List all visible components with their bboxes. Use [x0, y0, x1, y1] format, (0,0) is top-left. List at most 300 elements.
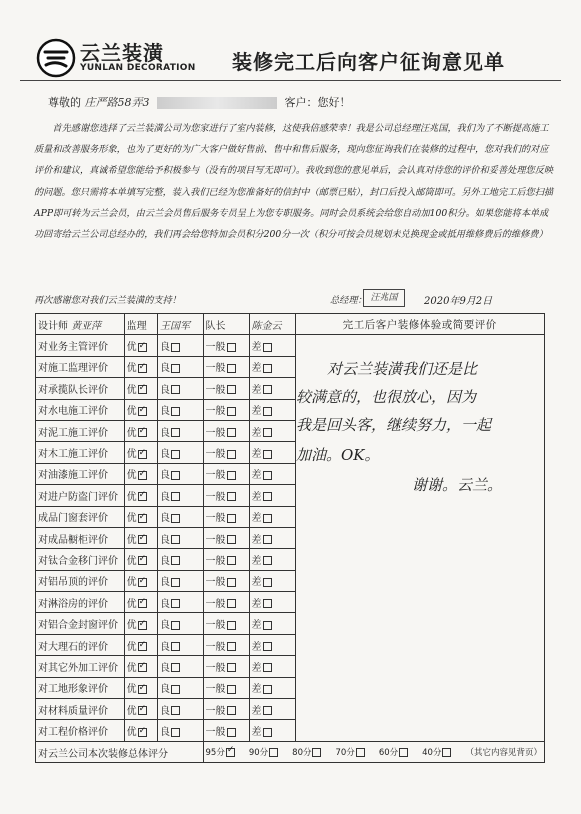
designer-value: 黄亚萍: [71, 320, 102, 332]
rating-option-label: 差: [251, 555, 262, 567]
rating-option-label: 一般: [205, 662, 226, 674]
rating-option-label: 一般: [205, 470, 226, 482]
comment-line: 我是回头客，继续努力，一起: [296, 416, 492, 434]
rating-option-label: 一般: [205, 555, 226, 567]
rating-option[interactable]: [203, 399, 249, 420]
rating-row-label: 成品门窗套评价: [36, 506, 125, 527]
signature-stamp: 汪兆国: [363, 289, 405, 307]
score-option-label: 90分: [248, 748, 269, 758]
letter-body: 首先感谢您选择了云兰装潢公司为您家进行了室内装修，这使我倍感荣幸！我是公司总经理汪兆国，我们为了不断提高施工质量和改善服务形象，也为了更好的为广大客户做好售前、售中和售后服务，现向您征询我们在装修的过程中，您对我们的对应评价和建议，真诚希望您能给予积极参与（没有的项目写无即可）。我收到您的意见单后，会认真对待您的评价和妥善处理您反映的问题。您只需将本单填写完整，装入我们已经为您准备好的信封中（邮票已贴），封口后投入邮筒即可。另外工地完工后您扫描APP即可转为云兰会员，由云兰会员售后服务专员呈上为您专职服务。同时会员系统会给您自动加100积分。如果您能将本单成功回寄给云兰公司总经办的，我们再会给您特加会员积分200分一次（积分可按会员规划未兑换现金或抵用维修费后的维修费）: [34, 123, 554, 241]
rating-option[interactable]: [158, 335, 203, 356]
rating-option-label: 良: [160, 684, 171, 696]
checkbox-icon[interactable]: [138, 428, 147, 437]
rating-option[interactable]: [203, 613, 249, 634]
rating-option[interactable]: [124, 399, 157, 420]
rating-option[interactable]: [124, 356, 157, 377]
rating-option[interactable]: [203, 442, 249, 463]
rating-option[interactable]: [249, 378, 295, 399]
rating-option-label: 优: [126, 534, 137, 546]
checkbox-icon[interactable]: [138, 685, 147, 694]
checkbox-icon[interactable]: [263, 471, 272, 480]
score-option-label: 70分: [335, 748, 355, 758]
rating-row-label: 对钛合金移门评价: [36, 549, 125, 570]
checkbox-icon[interactable]: [263, 663, 272, 672]
score-option[interactable]: [422, 748, 451, 758]
score-option[interactable]: [292, 748, 321, 758]
checkbox-icon[interactable]: [399, 748, 408, 757]
rating-option[interactable]: [158, 613, 203, 634]
rating-row-label: 对施工监理评价: [36, 356, 125, 377]
rating-option-label: 一般: [205, 384, 226, 396]
rating-option-label: 良: [160, 513, 171, 525]
rating-option-label: 差: [251, 727, 262, 739]
rating-option-label: 良: [160, 342, 171, 354]
rating-option-label: 一般: [205, 641, 226, 653]
greeting-suffix: 客户：您好！: [284, 96, 351, 109]
rating-row-label: 对工地形象评价: [36, 677, 125, 698]
comment-line: 谢谢。云兰。: [412, 476, 503, 494]
rating-option[interactable]: [249, 420, 295, 441]
brand-name-en: YUNLAN DECORATION: [80, 63, 196, 73]
rating-option-label: 良: [160, 727, 171, 739]
rating-option[interactable]: [124, 463, 157, 484]
checkbox-icon[interactable]: [171, 364, 180, 373]
checkbox-icon[interactable]: [138, 407, 147, 416]
checkbox-icon[interactable]: [263, 728, 272, 737]
rating-option[interactable]: [203, 506, 249, 527]
rating-option[interactable]: [249, 570, 295, 591]
evaluation-form: [35, 313, 545, 763]
checkbox-icon[interactable]: [263, 343, 272, 352]
comment-line: 较满意的，也很放心，因为: [296, 388, 477, 406]
rating-option-label: 优: [126, 684, 137, 696]
checkbox-icon[interactable]: [171, 343, 180, 352]
rating-option-label: 一般: [205, 363, 226, 375]
rating-option[interactable]: [249, 463, 295, 484]
supervisor-value: 王国军: [158, 314, 203, 335]
checkbox-icon[interactable]: [171, 450, 180, 459]
rating-option-label: 良: [160, 449, 171, 461]
rating-option-label: 优: [126, 513, 137, 525]
rating-row-label: 对铝合金封窗评价: [36, 613, 125, 634]
rating-option[interactable]: [203, 656, 249, 677]
checkbox-icon[interactable]: [263, 578, 272, 587]
rating-option-label: 优: [126, 384, 137, 396]
rating-option[interactable]: [124, 634, 157, 655]
rating-option[interactable]: [203, 420, 249, 441]
rating-option[interactable]: [249, 634, 295, 655]
checkbox-icon[interactable]: [227, 663, 236, 672]
rating-option[interactable]: [124, 592, 157, 613]
checkbox-icon[interactable]: [227, 728, 236, 737]
checkbox-icon[interactable]: [138, 450, 147, 459]
rating-option[interactable]: [249, 699, 295, 720]
score-option-label: 80分: [292, 748, 312, 758]
checkbox-icon[interactable]: [227, 471, 236, 480]
rating-option-label: 差: [251, 534, 262, 546]
checkbox-icon[interactable]: [138, 728, 147, 737]
rating-option-label: 差: [251, 427, 262, 439]
rating-row-label: 对工程价格评价: [36, 720, 125, 741]
rating-option-label: 良: [160, 491, 171, 503]
captain-label: 队长: [203, 314, 249, 335]
rating-option[interactable]: [203, 335, 249, 356]
rating-option-label: 优: [126, 620, 137, 632]
rating-option-label: 一般: [205, 620, 226, 632]
checkbox-icon[interactable]: [269, 748, 278, 757]
checkbox-icon[interactable]: [263, 706, 272, 715]
checkbox-icon[interactable]: [227, 706, 236, 715]
designer-cell: [36, 314, 125, 335]
rating-option-label: 差: [251, 684, 262, 696]
checkbox-icon[interactable]: [138, 663, 147, 672]
score-note: （其它内容见背页）: [465, 748, 542, 758]
score-option-label: 60分: [378, 748, 399, 758]
rating-option-label: 一般: [205, 406, 226, 418]
checkbox-icon[interactable]: [138, 535, 147, 544]
rating-option-label: 差: [251, 620, 262, 632]
rating-row-label: 对淋浴房的评价: [36, 592, 125, 613]
rating-option[interactable]: [249, 613, 295, 634]
checkbox-icon[interactable]: [171, 385, 180, 394]
rating-row-label: 对承揽队长评价: [36, 378, 125, 399]
checkbox-icon[interactable]: [171, 599, 180, 608]
rating-option-label: 一般: [205, 577, 226, 589]
form-header-row: [36, 314, 545, 335]
checkbox-icon[interactable]: [263, 450, 272, 459]
checkbox-icon[interactable]: [138, 599, 147, 608]
checkbox-icon[interactable]: [138, 514, 147, 523]
rating-option-label: 差: [251, 641, 262, 653]
rating-option[interactable]: [158, 592, 203, 613]
score-option[interactable]: [206, 748, 235, 758]
rating-option-label: 良: [160, 598, 171, 610]
rating-option-label: 差: [251, 363, 262, 375]
rating-option[interactable]: [124, 549, 157, 570]
rating-row-label: 对成品橱柜评价: [36, 527, 125, 548]
checkbox-icon[interactable]: [138, 706, 147, 715]
checkbox-icon[interactable]: [263, 621, 272, 630]
overall-score-row: [36, 741, 545, 762]
rating-option[interactable]: [124, 656, 157, 677]
checkbox-icon[interactable]: [442, 748, 451, 757]
overall-score-label: 对云兰公司本次装修总体评分: [36, 741, 204, 762]
rating-option-label: 一般: [205, 534, 226, 546]
comment-header: 完工后客户装修体验或简要评价: [295, 314, 544, 335]
checkbox-icon[interactable]: [263, 364, 272, 373]
checkbox-icon[interactable]: [356, 748, 365, 757]
supervisor-label: 监理: [124, 314, 157, 335]
rating-option[interactable]: [249, 485, 295, 506]
rating-option[interactable]: [158, 656, 203, 677]
rating-option-label: 一般: [205, 727, 226, 739]
checkbox-icon[interactable]: [171, 621, 180, 630]
rating-option-label: 优: [126, 727, 137, 739]
rating-option-label: 差: [251, 384, 262, 396]
checkbox-icon[interactable]: [171, 642, 180, 651]
rating-option[interactable]: [158, 720, 203, 741]
rating-option[interactable]: [249, 506, 295, 527]
checkbox-icon[interactable]: [138, 642, 147, 651]
rating-option[interactable]: [124, 613, 157, 634]
checkbox-icon[interactable]: [171, 556, 180, 565]
rating-option-label: 良: [160, 620, 171, 632]
comment-line: 加油。OK。: [296, 446, 380, 464]
rating-option-label: 一般: [205, 684, 226, 696]
checkbox-icon[interactable]: [263, 556, 272, 565]
rating-option[interactable]: [124, 527, 157, 548]
rating-option[interactable]: [203, 485, 249, 506]
checkbox-icon[interactable]: [171, 663, 180, 672]
rating-option[interactable]: [203, 699, 249, 720]
rating-option-label: 良: [160, 641, 171, 653]
checkbox-icon[interactable]: [227, 642, 236, 651]
rating-option-label: 优: [126, 662, 137, 674]
checkbox-icon[interactable]: [263, 685, 272, 694]
rating-option-label: 一般: [205, 513, 226, 525]
rating-row-label: 对大理石的评价: [36, 634, 125, 655]
rating-option[interactable]: [203, 570, 249, 591]
checkbox-icon[interactable]: [138, 343, 147, 352]
rating-option-label: 良: [160, 427, 171, 439]
checkbox-icon[interactable]: [138, 364, 147, 373]
brand-name-cn: 云兰装潢: [80, 41, 164, 65]
rating-option[interactable]: [249, 656, 295, 677]
rating-row-label: 对进户防盗门评价: [36, 485, 125, 506]
rating-option-label: 优: [126, 427, 137, 439]
rating-option-label: 差: [251, 449, 262, 461]
checkbox-icon[interactable]: [138, 471, 147, 480]
rating-option-label: 良: [160, 406, 171, 418]
rating-option-label: 一般: [205, 705, 226, 717]
greeting-prefix: 尊敬的: [48, 96, 81, 109]
checkbox-icon[interactable]: [227, 556, 236, 565]
checkbox-icon[interactable]: [263, 492, 272, 501]
rating-option[interactable]: [158, 570, 203, 591]
customer-name: 庄严路58弄3: [84, 96, 150, 109]
checkbox-icon[interactable]: [171, 578, 180, 587]
checkbox-icon[interactable]: [171, 728, 180, 737]
checkbox-icon[interactable]: [227, 599, 236, 608]
rating-option[interactable]: [249, 442, 295, 463]
rating-option[interactable]: [249, 356, 295, 377]
checkbox-icon[interactable]: [171, 492, 180, 501]
checkbox-icon[interactable]: [312, 748, 321, 757]
rating-option[interactable]: [249, 677, 295, 698]
comment-line: 对云兰装潢我们还是比: [327, 360, 478, 378]
rating-option-label: 差: [251, 513, 262, 525]
rating-option-label: 一般: [205, 598, 226, 610]
checkbox-icon[interactable]: [171, 428, 180, 437]
rating-option-label: 优: [126, 705, 137, 717]
rating-option[interactable]: [158, 378, 203, 399]
score-option[interactable]: [249, 748, 278, 758]
rating-option-label: 差: [251, 491, 262, 503]
rating-option[interactable]: [249, 335, 295, 356]
score-option-label: 40分: [422, 748, 442, 758]
checkbox-icon[interactable]: [263, 385, 272, 394]
rating-row-label: 对其它外加工评价: [36, 656, 125, 677]
checkbox-icon[interactable]: [171, 685, 180, 694]
document-title: 装修完工后向客户征询意见单: [232, 50, 505, 74]
rating-option[interactable]: [203, 463, 249, 484]
overall-score-options: [203, 741, 545, 762]
designer-label: 设计师: [38, 320, 68, 332]
rating-option[interactable]: [158, 634, 203, 655]
checkbox-icon[interactable]: [171, 535, 180, 544]
checkbox-icon[interactable]: [227, 621, 236, 630]
rating-option-label: 优: [126, 342, 137, 354]
checkbox-icon[interactable]: [227, 514, 236, 523]
rating-option[interactable]: [203, 720, 249, 741]
checkbox-icon[interactable]: [171, 706, 180, 715]
rating-option-label: 良: [160, 470, 171, 482]
rating-option-label: 优: [126, 406, 137, 418]
rating-option[interactable]: [124, 378, 157, 399]
checkbox-icon[interactable]: [227, 450, 236, 459]
rating-option[interactable]: [124, 420, 157, 441]
checkbox-icon[interactable]: [138, 492, 147, 501]
rating-option-label: 差: [251, 470, 262, 482]
checkbox-icon[interactable]: [263, 599, 272, 608]
checkbox-icon[interactable]: [263, 535, 272, 544]
rating-option[interactable]: [158, 420, 203, 441]
rating-option-label: 差: [251, 662, 262, 674]
checkbox-icon[interactable]: [227, 364, 236, 373]
rating-option[interactable]: [124, 720, 157, 741]
checkbox-icon[interactable]: [263, 642, 272, 651]
rating-row-label: 对铝吊顶的评价: [36, 570, 125, 591]
checkbox-icon[interactable]: [263, 428, 272, 437]
rating-option-label: 差: [251, 705, 262, 717]
rating-option[interactable]: [158, 399, 203, 420]
letter-thanks: 再次感谢您对我们云兰装潢的支持！: [34, 295, 181, 306]
rating-option[interactable]: [249, 720, 295, 741]
rating-option-label: 优: [126, 555, 137, 567]
checkbox-icon[interactable]: [171, 514, 180, 523]
rating-option-label: 良: [160, 662, 171, 674]
rating-option[interactable]: [124, 677, 157, 698]
rating-option-label: 一般: [205, 427, 226, 439]
rating-option[interactable]: [158, 442, 203, 463]
rating-row-label: 对木工施工评价: [36, 442, 125, 463]
rating-option[interactable]: [158, 506, 203, 527]
rating-option-label: 良: [160, 705, 171, 717]
rating-option-label: 良: [160, 555, 171, 567]
checkbox-icon[interactable]: [138, 578, 147, 587]
rating-option[interactable]: [124, 506, 157, 527]
rating-option-label: 差: [251, 342, 262, 354]
rating-option[interactable]: [158, 356, 203, 377]
rating-row-label: 对水电施工评价: [36, 399, 125, 420]
signature-date: 2020年9月2日: [424, 296, 493, 307]
rating-row-label: 对泥工施工评价: [36, 420, 125, 441]
rating-option-label: 差: [251, 598, 262, 610]
checkbox-icon[interactable]: [138, 385, 147, 394]
rating-option-label: 优: [126, 598, 137, 610]
captain-value: 陈金云: [249, 314, 295, 335]
rating-option[interactable]: [203, 527, 249, 548]
rating-option-label: 良: [160, 363, 171, 375]
rating-option-label: 优: [126, 470, 137, 482]
rating-option[interactable]: [249, 549, 295, 570]
rating-option-label: 良: [160, 534, 171, 546]
rating-option[interactable]: [249, 399, 295, 420]
rating-option-label: 一般: [205, 449, 226, 461]
checkbox-icon[interactable]: [227, 385, 236, 394]
rating-option[interactable]: [124, 442, 157, 463]
checkbox-icon[interactable]: [171, 407, 180, 416]
checkbox-icon[interactable]: [171, 471, 180, 480]
rating-option[interactable]: [124, 335, 157, 356]
rating-option-label: 优: [126, 491, 137, 503]
rating-option[interactable]: [158, 463, 203, 484]
rating-option-label: 一般: [205, 342, 226, 354]
rating-option[interactable]: [203, 549, 249, 570]
redacted-area: [157, 97, 277, 109]
rating-option-label: 良: [160, 577, 171, 589]
rating-option-label: 优: [126, 577, 137, 589]
rating-option[interactable]: [249, 527, 295, 548]
rating-option-label: 优: [126, 363, 137, 375]
checkbox-icon[interactable]: [138, 556, 147, 565]
checkbox-icon[interactable]: [263, 407, 272, 416]
rating-row-label: 对业务主管评价: [36, 335, 125, 356]
checkbox-icon[interactable]: [227, 578, 236, 587]
checkbox-icon[interactable]: [138, 621, 147, 630]
signature-label: 总经理：: [330, 295, 367, 306]
rating-option-label: 优: [126, 449, 137, 461]
yunlan-logo-icon: [36, 38, 76, 78]
checkbox-icon[interactable]: [227, 685, 236, 694]
rating-option[interactable]: [203, 356, 249, 377]
rating-option[interactable]: [124, 570, 157, 591]
checkbox-icon[interactable]: [227, 535, 236, 544]
rating-option[interactable]: [158, 677, 203, 698]
rating-option[interactable]: [158, 549, 203, 570]
rating-option[interactable]: [249, 592, 295, 613]
rating-option-label: 差: [251, 406, 262, 418]
rating-row-label: 对材料质量评价: [36, 699, 125, 720]
rating-option[interactable]: [203, 592, 249, 613]
checkbox-icon[interactable]: [227, 492, 236, 501]
rating-option[interactable]: [203, 677, 249, 698]
score-option[interactable]: [335, 748, 364, 758]
rating-row-label: 对油漆施工评价: [36, 463, 125, 484]
greeting-line: [48, 94, 351, 110]
checkbox-icon[interactable]: [263, 514, 272, 523]
rating-option-label: 优: [126, 641, 137, 653]
checkbox-icon[interactable]: [227, 343, 236, 352]
rating-option-label: 良: [160, 384, 171, 396]
rating-option[interactable]: [158, 699, 203, 720]
rating-option[interactable]: [158, 527, 203, 548]
header-divider: [20, 80, 561, 81]
checkbox-icon[interactable]: [227, 428, 236, 437]
score-option[interactable]: [379, 748, 408, 758]
rating-option[interactable]: [203, 378, 249, 399]
rating-option[interactable]: [158, 485, 203, 506]
rating-option-label: 一般: [205, 491, 226, 503]
checkbox-icon[interactable]: [227, 407, 236, 416]
rating-option[interactable]: [124, 485, 157, 506]
rating-option[interactable]: [203, 634, 249, 655]
rating-row: [36, 335, 545, 356]
score-option-label: 95分: [205, 748, 225, 758]
rating-option-label: 差: [251, 577, 262, 589]
checkbox-icon[interactable]: [226, 748, 235, 757]
rating-option[interactable]: [124, 699, 157, 720]
